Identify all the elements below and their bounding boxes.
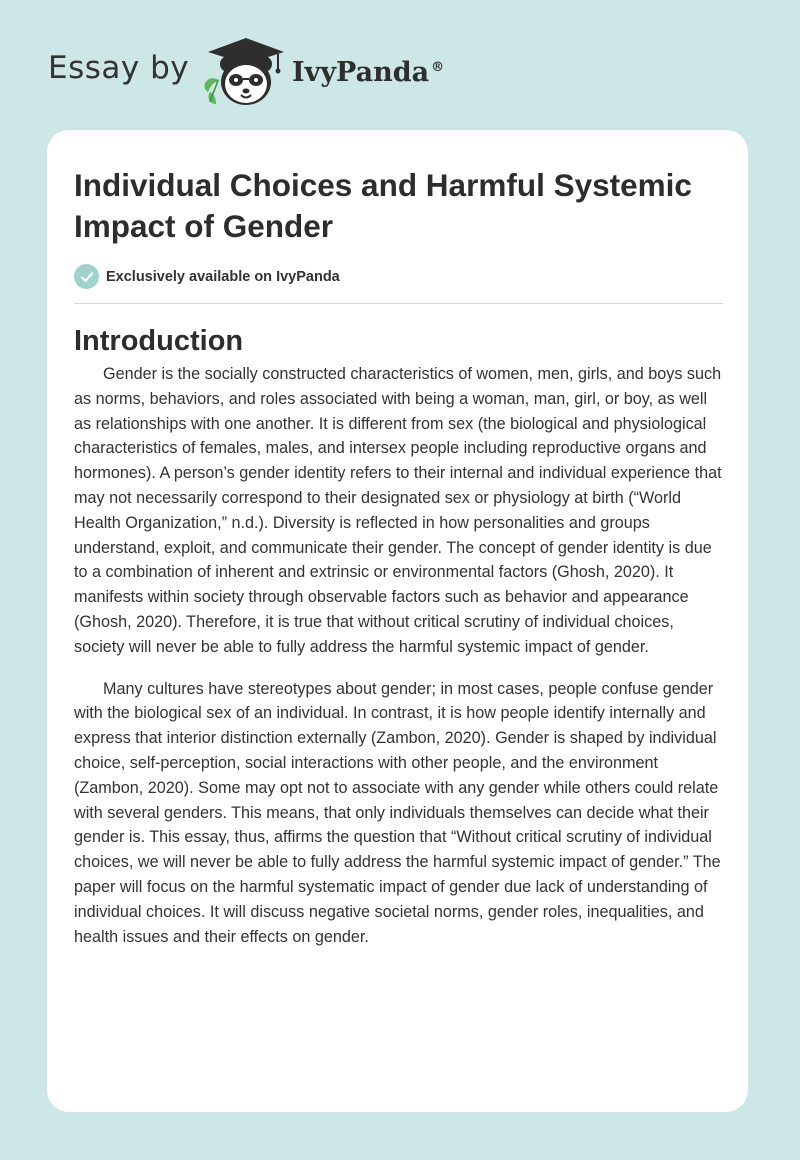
essay-body — [74, 362, 725, 966]
section-heading-introduction: Introduction — [74, 325, 244, 357]
title-divider — [74, 303, 723, 304]
exclusive-badge-text: Exclusively available on IvyPanda — [106, 268, 340, 285]
site-header — [0, 0, 800, 130]
panda-graduate-logo-icon[interactable] — [198, 34, 294, 110]
essay-card — [47, 130, 748, 1112]
exclusive-badge — [74, 264, 340, 289]
paragraph-2: Many cultures have stereotypes about gender; in most cases, people confuse gender with the biological sex of an individual. In contrast, it is how people identify internally and express that interior distinction externally (Zambon, 2020). Gender is shaped by individual choice, self-perception, social interactions with other people, and the environment (Zambon, 2020). Some may opt not to associate with any gender while others could relate with several genders. This means, that only individuals themselves can decide what their gender is. This essay, thus, affirms the question that “Without critical scrutiny of individual choices, we will never be able to fully address the harmful systemic impact of gender.” The paper will focus on the harmful systematic impact of gender due lack of understanding of individual choices. It will discuss negative societal norms, gender roles, inequalities, and health issues and their effects on gender. — [74, 679, 721, 946]
brand-name-text: IvyPanda — [292, 57, 430, 88]
essay-by-label: Essay by — [48, 50, 190, 86]
ivypanda-wordmark[interactable] — [292, 57, 444, 88]
paragraph-1: Gender is the socially constructed characteristics of women, men, girls, and boys such as norms, behaviors, and roles associated with being a woman, man, girl, or boy, as well as relationships with one another. It is different from sex (the biological and physiological characteristics of females, males, and intersex people including reproductive organs and hormones). A person’s gender identity refers to their internal and individual experience that may not necessarily correspond to their designated sex or physiology at birth (“World Health Organization,” n.d.). Diversity is reflected in how personalities and groups understand, exploit, and communicate their gender. The concept of gender identity is due to a combination of inherent and extrinsic or environmental factors (Ghosh, 2020). It manifests within society through observable factors such as behavior and appearance (Ghosh, 2020). Therefore, it is true that without critical scrutiny of individual choices, society will never be able to fully address the harmful systemic impact of gender. — [74, 365, 722, 656]
registered-mark: ® — [431, 60, 445, 75]
check-icon — [74, 264, 99, 289]
essay-title: Individual Choices and Harmful Systemic Impact of Gender — [74, 167, 692, 244]
